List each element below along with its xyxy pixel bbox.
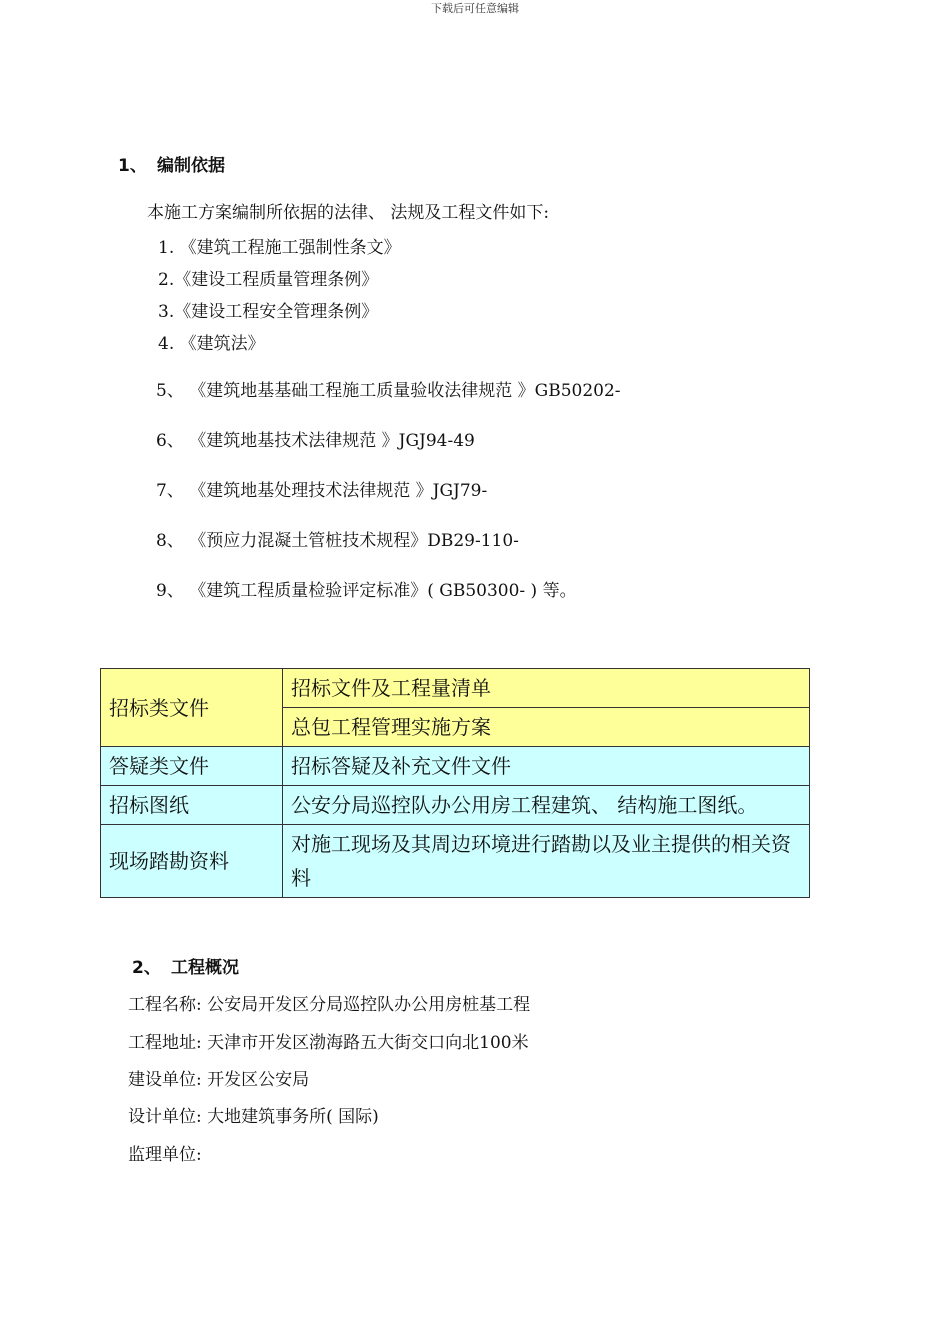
info-label: 监理单位: (128, 1145, 202, 1165)
info-row-design-unit (128, 1102, 379, 1127)
list-item: 5、 《建筑地基基础工程施工质量验收法律规范 》GB50202- (156, 381, 621, 401)
info-value: 大地建筑事务所( 国际) (207, 1107, 379, 1127)
table-category-cell: 招标类文件 (101, 669, 283, 747)
info-row-construction-unit (128, 1065, 309, 1090)
section1-intro: 本施工方案编制所依据的法律、 法规及工程文件如下: (147, 203, 550, 223)
table-category-cell: 现场踏勘资料 (101, 825, 283, 898)
table-row (101, 786, 810, 825)
table-item-cell: 招标答疑及补充文件文件 (283, 747, 810, 786)
table-row (101, 747, 810, 786)
info-row-project-name (128, 990, 530, 1015)
table-item-cell: 对施工现场及其周边环境进行踏勘以及业主提供的相关资料 (283, 825, 810, 898)
list-item: 2.《建设工程质量管理条例》 (158, 270, 379, 290)
info-value: 公安局开发区分局巡控队办公用房桩基工程 (207, 995, 531, 1015)
list-item: 9、 《建筑工程质量检验评定标准》( GB50300- ) 等。 (156, 581, 577, 601)
table-item-cell: 总包工程管理实施方案 (283, 708, 810, 747)
table-item-cell: 公安分局巡控队办公用房工程建筑、 结构施工图纸。 (283, 786, 810, 825)
table-category-cell: 招标图纸 (101, 786, 283, 825)
list-item: 3.《建设工程安全管理条例》 (158, 302, 379, 322)
list-item: 8、 《预应力混凝土管桩技术规程》DB29-110- (156, 531, 519, 551)
info-label: 工程名称: (128, 995, 202, 1015)
table-category-cell: 答疑类文件 (101, 747, 283, 786)
info-row-supervision-unit (128, 1140, 202, 1165)
info-label: 设计单位: (128, 1107, 202, 1127)
list-item: 4. 《建筑法》 (158, 334, 265, 354)
info-label: 建设单位: (128, 1070, 202, 1090)
table-item-cell: 招标文件及工程量清单 (283, 669, 810, 708)
section2-title: 工程概况 (171, 958, 239, 978)
list-item: 7、 《建筑地基处理技术法律规范 》JGJ79- (156, 481, 488, 501)
list-item: 1. 《建筑工程施工强制性条文》 (158, 238, 401, 258)
table-row (101, 669, 810, 708)
section1-number: 1、 (118, 156, 147, 176)
info-label: 工程地址: (128, 1033, 202, 1053)
table-row (101, 825, 810, 898)
info-row-project-address (128, 1028, 529, 1053)
section2-number: 2、 (132, 958, 161, 978)
info-value: 开发区公安局 (207, 1070, 310, 1090)
section1-title: 编制依据 (157, 156, 225, 176)
info-value: 天津市开发区渤海路五大街交口向北100米 (207, 1033, 529, 1053)
document-table (100, 668, 810, 898)
header-note: 下载后可任意编辑 (431, 2, 519, 15)
list-item: 6、 《建筑地基技术法律规范 》JGJ94-49 (156, 431, 475, 451)
